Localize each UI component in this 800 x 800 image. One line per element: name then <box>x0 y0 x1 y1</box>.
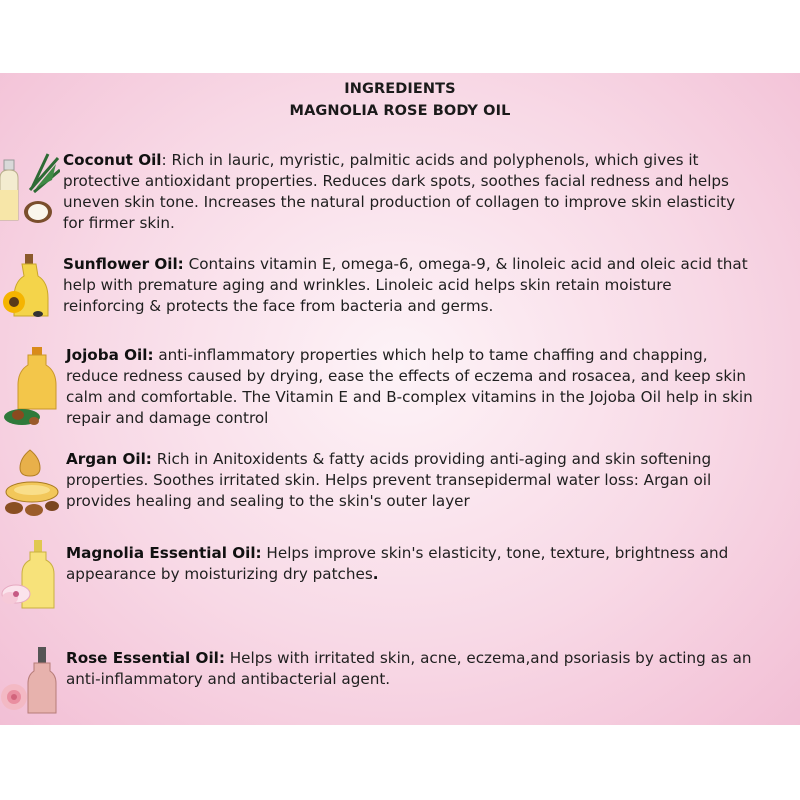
ingredient-description: anti-inflammatory properties which help to tame chaffing and chapping, reduce redness caused by drying, ease the effects of eczema and rosacea, and keep skin calm and comfortable. The Vitamin E and B-complex vitamins in the Jojoba Oil help in skin repair and damage control <box>66 346 753 427</box>
ingredient-jojoba <box>66 345 756 429</box>
ingredient-name: Magnolia Essential Oil: <box>66 544 262 562</box>
ingredient-rose <box>66 648 756 690</box>
magnolia-oil-icon <box>0 538 60 610</box>
rose-oil-icon <box>0 645 60 715</box>
ingredient-name: Coconut Oil <box>63 151 162 169</box>
sunflower-oil-icon <box>0 250 55 322</box>
ingredient-name: Rose Essential Oil: <box>66 649 225 667</box>
ingredient-description: Rich in Anitoxidents & fatty acids providing anti-aging and skin softening properties. Soothes irritated skin. Helps prevent transepidermal water loss: Argan oil provides healing and sealing to the skin's outer layer <box>66 450 712 510</box>
ingredient-argan <box>66 449 756 512</box>
ingredient-description: Contains vitamin E, omega-6, omega-9, & linoleic acid and oleic acid that help with premature aging and wrinkles. Linoleic acid helps skin retain moisture reinforcing & protects the face from bacteria and germs. <box>63 255 748 315</box>
page-subtitle: MAGNOLIA ROSE BODY OIL <box>289 103 511 119</box>
coconut-oil-icon <box>0 150 60 230</box>
ingredient-magnolia: Magnolia Essential Oil: Helps improve skin's elasticity, tone, texture, brightness and appearance by moisturizing dry patches. <box>66 544 729 583</box>
argan-oil-icon <box>0 448 62 518</box>
ingredient-name: Argan Oil: <box>66 450 152 468</box>
ingredient-description: Rich in lauric, myristic, palmitic acids and polyphenols, which gives it protective antioxidant properties. Reduces dark spots, soothes facial redness and helps uneven skin tone. Increases the natural production of collagen to improve skin elasticity for firmer skin. <box>63 151 736 232</box>
ingredient-name: Sunflower Oil: <box>63 255 184 273</box>
ingredient-description: Helps with irritated skin, acne, eczema,and psoriasis by acting as an anti-inflammatory and antibacterial agent. <box>66 649 752 688</box>
ingredient-name: Jojoba Oil: <box>66 346 154 364</box>
ingredient-coconut: Coconut Oil: Rich in lauric, myristic, palmitic acids and polyphenols, which gives it protective antioxidant properties. Reduces dark spots, soothes facial redness and helps uneven skin tone. Increases the natural production of collagen to improve skin elasticity for firmer skin. <box>63 151 736 232</box>
ingredient-description: Helps improve skin's elasticity, tone, texture, brightness and appearance by moisturizing dry patches <box>66 544 729 583</box>
ingredient-sunflower <box>63 254 753 317</box>
jojoba-oil-icon <box>0 345 60 435</box>
page-title: INGREDIENTS <box>344 81 456 97</box>
